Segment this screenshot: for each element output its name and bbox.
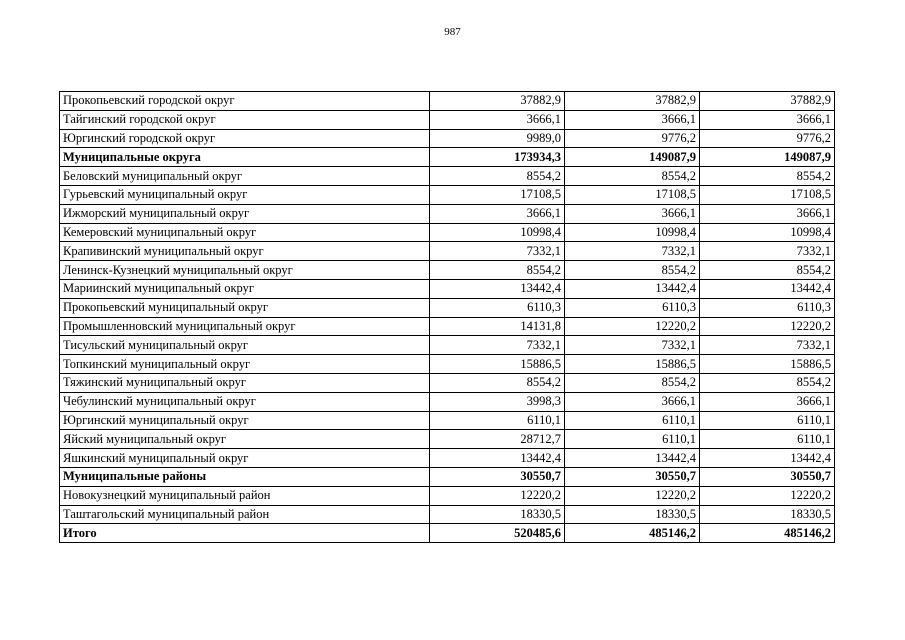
cell-value-1: 6110,1 <box>430 411 565 430</box>
table-row <box>60 223 835 242</box>
cell-value-1: 520485,6 <box>430 524 565 543</box>
table-body <box>60 92 835 543</box>
cell-value-3: 3666,1 <box>700 204 835 223</box>
cell-name: Итого <box>60 524 430 543</box>
budget-table <box>59 91 835 543</box>
cell-value-2: 12220,2 <box>565 317 700 336</box>
table-row <box>60 129 835 148</box>
cell-name: Прокопьевский городской округ <box>60 92 430 111</box>
table-row <box>60 242 835 261</box>
table-row <box>60 449 835 468</box>
cell-name: Новокузнецкий муниципальный район <box>60 486 430 505</box>
cell-value-3: 8554,2 <box>700 261 835 280</box>
cell-value-3: 6110,1 <box>700 430 835 449</box>
table-row <box>60 148 835 167</box>
cell-value-1: 17108,5 <box>430 185 565 204</box>
cell-value-2: 8554,2 <box>565 261 700 280</box>
cell-value-2: 13442,4 <box>565 279 700 298</box>
cell-value-1: 30550,7 <box>430 467 565 486</box>
cell-value-1: 8554,2 <box>430 261 565 280</box>
cell-value-1: 7332,1 <box>430 336 565 355</box>
cell-value-2: 30550,7 <box>565 467 700 486</box>
cell-value-1: 15886,5 <box>430 355 565 374</box>
cell-name: Муниципальные округа <box>60 148 430 167</box>
cell-value-3: 12220,2 <box>700 317 835 336</box>
cell-value-1: 3998,3 <box>430 392 565 411</box>
cell-value-2: 3666,1 <box>565 204 700 223</box>
cell-value-1: 13442,4 <box>430 279 565 298</box>
table-row <box>60 486 835 505</box>
cell-value-2: 3666,1 <box>565 392 700 411</box>
cell-value-1: 18330,5 <box>430 505 565 524</box>
cell-value-3: 37882,9 <box>700 92 835 111</box>
cell-value-2: 15886,5 <box>565 355 700 374</box>
cell-name: Прокопьевский муниципальный округ <box>60 298 430 317</box>
table-row <box>60 505 835 524</box>
table-row <box>60 430 835 449</box>
cell-name: Тайгинский городской округ <box>60 110 430 129</box>
table-row <box>60 467 835 486</box>
cell-value-2: 485146,2 <box>565 524 700 543</box>
cell-value-3: 17108,5 <box>700 185 835 204</box>
cell-name: Беловский муниципальный округ <box>60 167 430 186</box>
cell-value-1: 3666,1 <box>430 204 565 223</box>
cell-value-3: 6110,3 <box>700 298 835 317</box>
cell-value-2: 8554,2 <box>565 167 700 186</box>
cell-value-3: 10998,4 <box>700 223 835 242</box>
cell-name: Тяжинский муниципальный округ <box>60 373 430 392</box>
cell-value-1: 12220,2 <box>430 486 565 505</box>
page-number: 987 <box>444 26 461 38</box>
cell-value-2: 17108,5 <box>565 185 700 204</box>
cell-value-3: 12220,2 <box>700 486 835 505</box>
table-row <box>60 185 835 204</box>
cell-value-3: 30550,7 <box>700 467 835 486</box>
cell-name: Ленинск-Кузнецкий муниципальный округ <box>60 261 430 280</box>
cell-value-3: 8554,2 <box>700 373 835 392</box>
cell-name: Юргинский городской округ <box>60 129 430 148</box>
cell-value-2: 6110,1 <box>565 430 700 449</box>
table-row <box>60 336 835 355</box>
cell-value-1: 3666,1 <box>430 110 565 129</box>
cell-value-1: 6110,3 <box>430 298 565 317</box>
cell-value-1: 13442,4 <box>430 449 565 468</box>
table-row <box>60 167 835 186</box>
cell-value-2: 18330,5 <box>565 505 700 524</box>
table-row <box>60 317 835 336</box>
cell-value-1: 37882,9 <box>430 92 565 111</box>
cell-value-3: 7332,1 <box>700 242 835 261</box>
table-row <box>60 392 835 411</box>
cell-value-1: 14131,8 <box>430 317 565 336</box>
cell-value-3: 9776,2 <box>700 129 835 148</box>
table-row <box>60 92 835 111</box>
cell-name: Ижморский муниципальный округ <box>60 204 430 223</box>
cell-value-3: 7332,1 <box>700 336 835 355</box>
cell-value-2: 13442,4 <box>565 449 700 468</box>
cell-name: Муниципальные районы <box>60 467 430 486</box>
cell-value-3: 13442,4 <box>700 449 835 468</box>
cell-name: Тисульский муниципальный округ <box>60 336 430 355</box>
cell-value-2: 7332,1 <box>565 242 700 261</box>
table-row <box>60 355 835 374</box>
cell-value-3: 13442,4 <box>700 279 835 298</box>
table-row <box>60 298 835 317</box>
cell-value-1: 28712,7 <box>430 430 565 449</box>
cell-value-3: 149087,9 <box>700 148 835 167</box>
cell-name: Юргинский муниципальный округ <box>60 411 430 430</box>
cell-value-3: 3666,1 <box>700 110 835 129</box>
cell-value-3: 8554,2 <box>700 167 835 186</box>
cell-value-2: 12220,2 <box>565 486 700 505</box>
cell-value-2: 149087,9 <box>565 148 700 167</box>
cell-name: Мариинский муниципальный округ <box>60 279 430 298</box>
cell-name: Крапивинский муниципальный округ <box>60 242 430 261</box>
cell-name: Гурьевский муниципальный округ <box>60 185 430 204</box>
table-row <box>60 261 835 280</box>
cell-value-2: 7332,1 <box>565 336 700 355</box>
cell-value-3: 3666,1 <box>700 392 835 411</box>
cell-value-2: 10998,4 <box>565 223 700 242</box>
cell-name: Яшкинский муниципальный округ <box>60 449 430 468</box>
table-row <box>60 110 835 129</box>
cell-value-3: 6110,1 <box>700 411 835 430</box>
cell-value-1: 7332,1 <box>430 242 565 261</box>
cell-name: Таштагольский муниципальный район <box>60 505 430 524</box>
cell-value-1: 8554,2 <box>430 167 565 186</box>
cell-value-2: 6110,1 <box>565 411 700 430</box>
cell-name: Яйский муниципальный округ <box>60 430 430 449</box>
cell-value-2: 6110,3 <box>565 298 700 317</box>
cell-value-3: 485146,2 <box>700 524 835 543</box>
table-row <box>60 279 835 298</box>
cell-value-2: 37882,9 <box>565 92 700 111</box>
cell-value-3: 18330,5 <box>700 505 835 524</box>
cell-name: Топкинский муниципальный округ <box>60 355 430 374</box>
table-row <box>60 524 835 543</box>
table-row <box>60 411 835 430</box>
table-row <box>60 204 835 223</box>
cell-name: Кемеровский муниципальный округ <box>60 223 430 242</box>
table-row <box>60 373 835 392</box>
cell-name: Промышленновский муниципальный округ <box>60 317 430 336</box>
cell-name: Чебулинский муниципальный округ <box>60 392 430 411</box>
cell-value-2: 9776,2 <box>565 129 700 148</box>
cell-value-1: 10998,4 <box>430 223 565 242</box>
cell-value-1: 8554,2 <box>430 373 565 392</box>
cell-value-1: 173934,3 <box>430 148 565 167</box>
cell-value-3: 15886,5 <box>700 355 835 374</box>
cell-value-2: 3666,1 <box>565 110 700 129</box>
cell-value-2: 8554,2 <box>565 373 700 392</box>
cell-value-1: 9989,0 <box>430 129 565 148</box>
